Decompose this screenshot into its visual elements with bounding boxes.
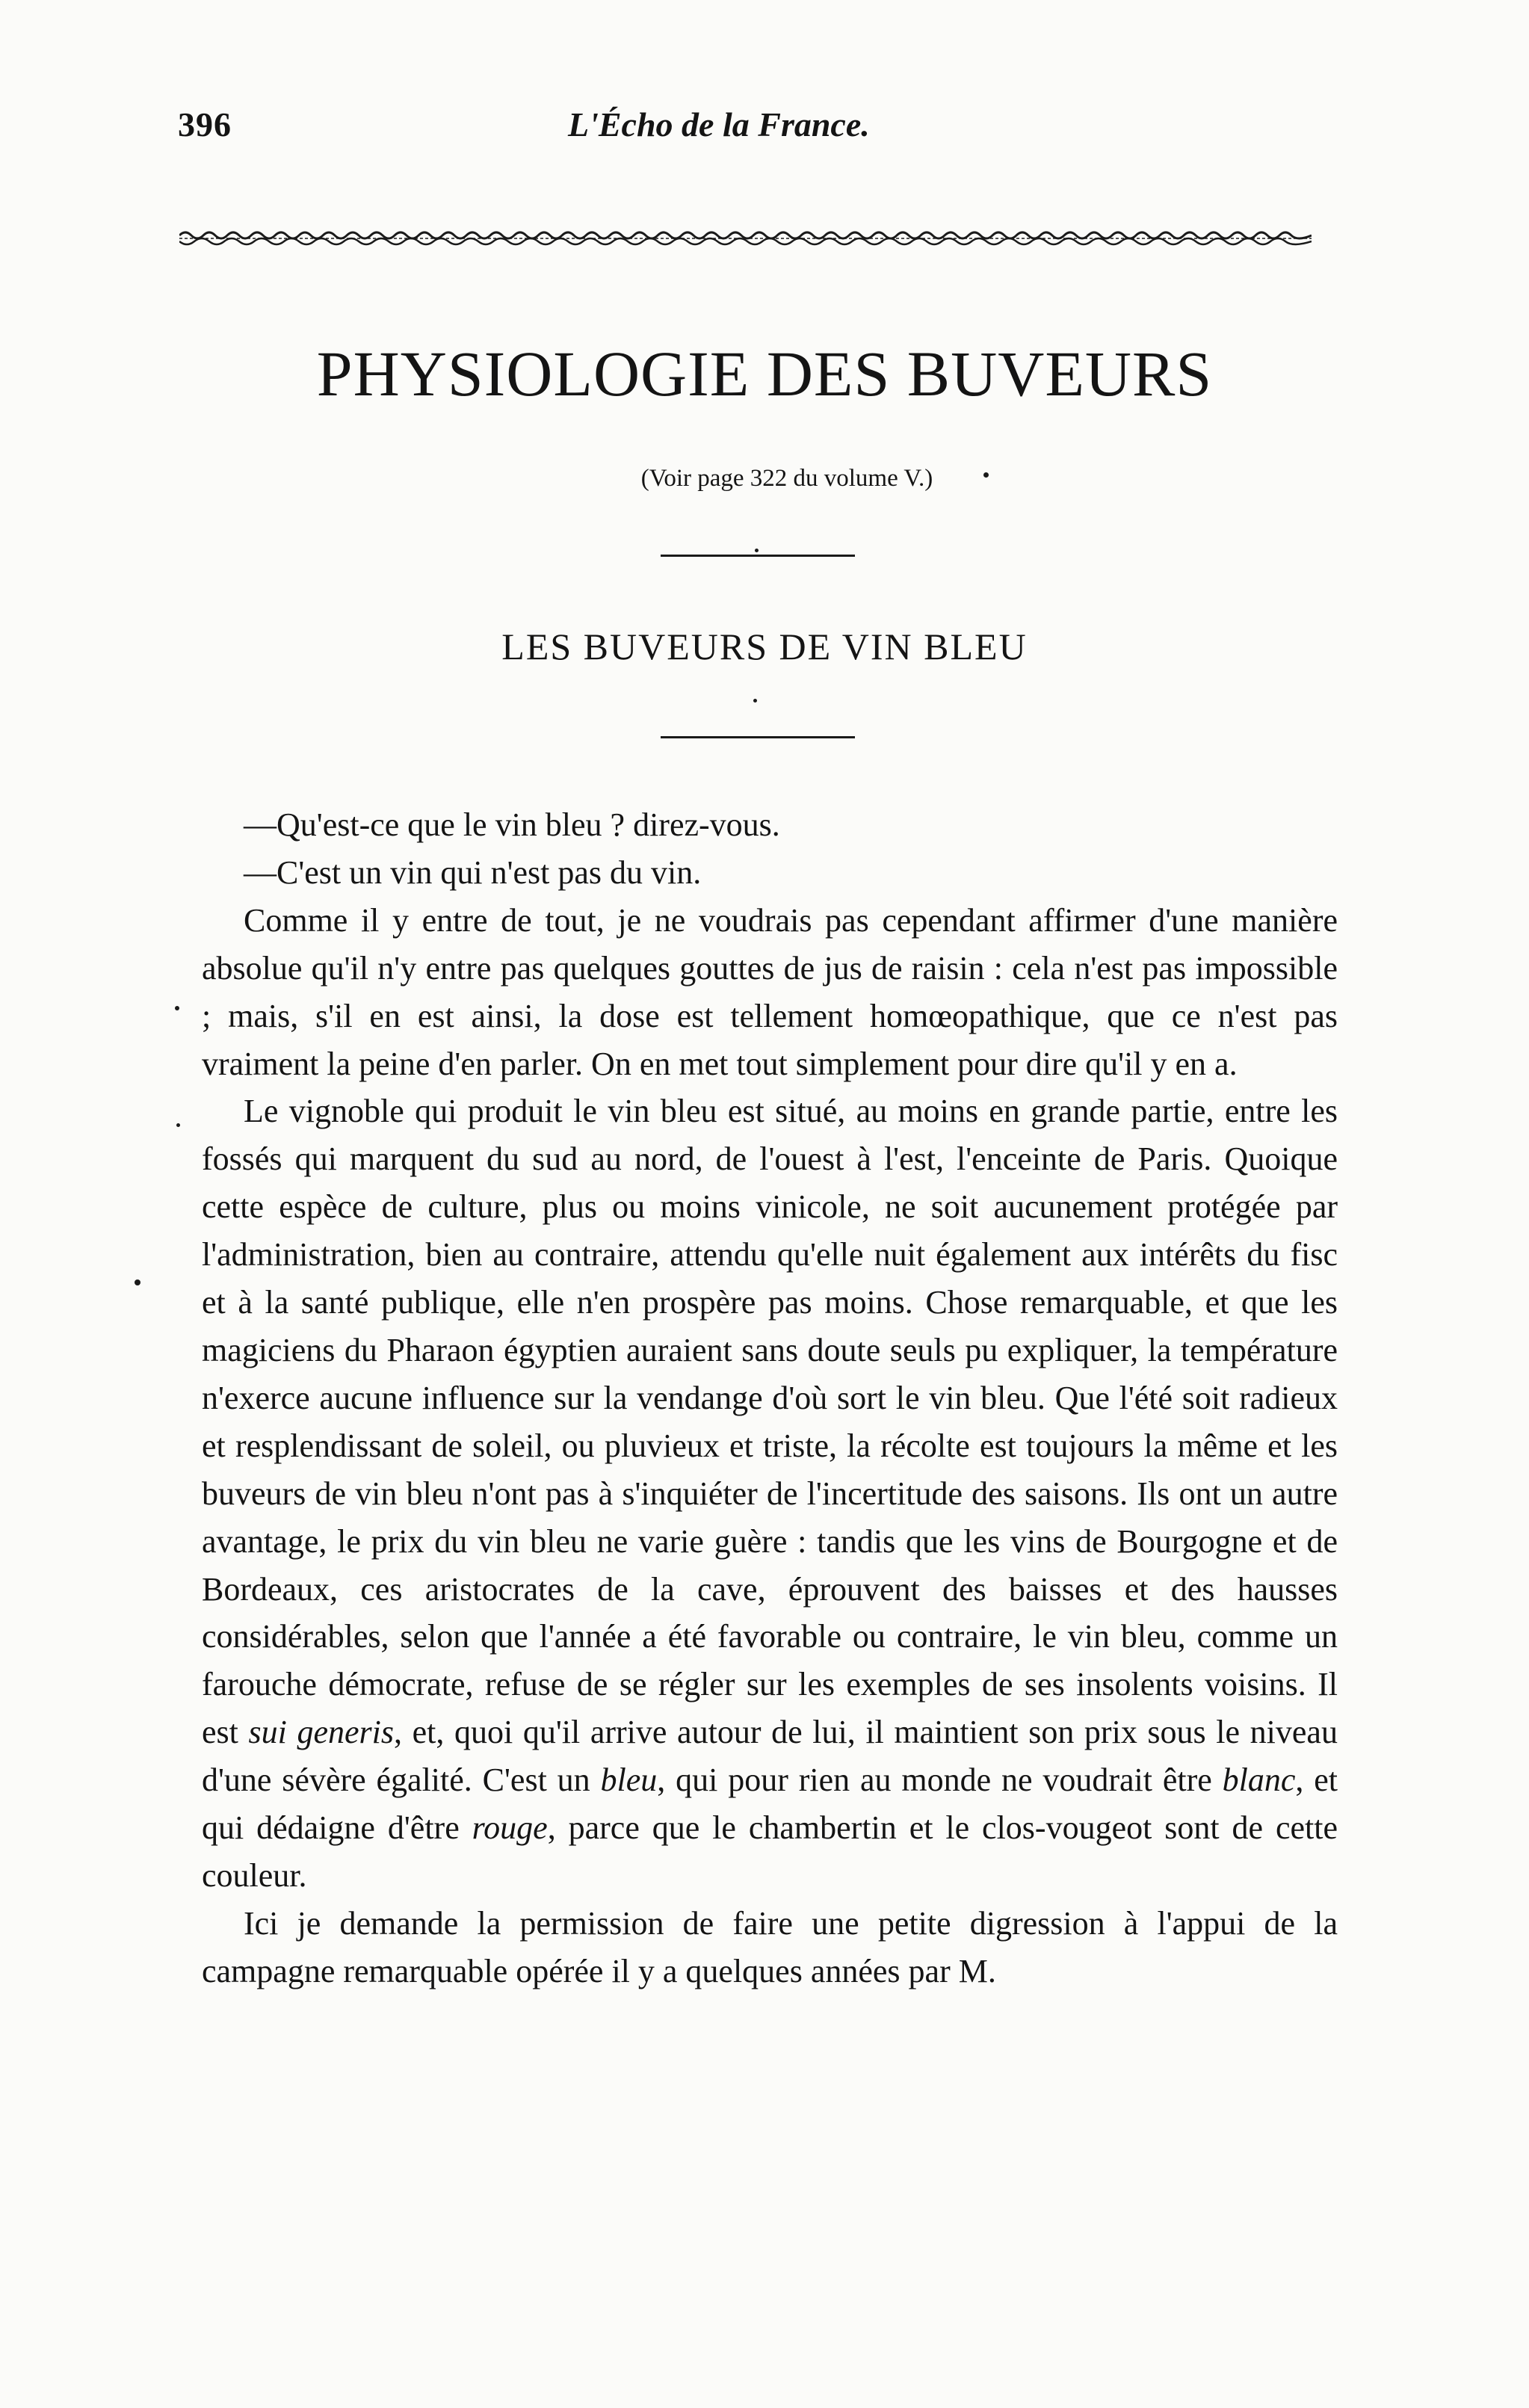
stray-mark [983, 472, 989, 478]
paragraph-text: Comme il y entre de tout, je ne voudrais pas cependant affirmer d'une manière absolue qu'il n'y entre pas quelques gouttes de jus de raisin : cela n'est pas impossible ; mais, s'il en est ainsi, la dose est tellement homœopathique, que ce n'est pas vraiment la peine d'en parler. On en met tout simplement pour dire qu'il y en a. [202, 901, 1338, 1082]
paragraph-text: , qui pour rien au monde ne voudrait être [657, 1762, 1223, 1799]
divider-rule [661, 736, 855, 738]
paragraph-text: , parce que le chambertin et le clos-vougeot sont de cette couleur. [202, 1809, 1338, 1894]
paragraph [202, 1900, 1338, 1995]
divider-rule [661, 555, 855, 557]
paragraph-text: —Qu'est-ce que le vin bleu ? direz-vous. [244, 806, 780, 843]
paragraph-text: —C'est un vin qui n'est pas du vin. [244, 853, 702, 891]
italic-text: blanc [1222, 1762, 1296, 1799]
paragraph-text: , et, quoi qu'il arrive autour de lui, il maintient son prix sous le niveau d'une sévère égalité. C'est un [202, 1714, 1338, 1799]
stray-mark [753, 699, 757, 703]
article-body [202, 801, 1338, 1995]
stray-mark [175, 1006, 179, 1010]
stray-mark [176, 1123, 180, 1127]
paragraph [202, 897, 1338, 1088]
italic-text: rouge [472, 1809, 548, 1847]
paragraph-text: Ici je demande la permission de faire une petite digression à l'appui de la campagne remarquable opérée il y a quelques années par M. [202, 1904, 1338, 1989]
running-title: L'Écho de la France. [568, 105, 870, 143]
section-title: LES BUVEURS DE VIN BLEU [501, 626, 1028, 667]
stray-mark [755, 549, 759, 552]
paragraph-text: Le vignoble qui produit le vin bleu est situé, au moins en grande partie, entre les fossés qui marquent du sud au nord, de l'ouest à l'est, l'enceinte de Paris. Quoique cette espèce de culture, plus ou moins vinicole, ne soit aucunement protégée par l'administration, bien au contraire, attendu qu'elle nuit également aux intérêts du fisc et à la santé publique, elle n'en prospère pas moins. Chose remarquable, et que les magiciens du Pharaon égyptien auraient sans doute seuls pu expliquer, la température n'exerce aucune influence sur la vendange d'où sort le vin bleu. Que l'été soit radieux et resplendissant de soleil, ou pluvieux et triste, la récolte est toujours la même et les buveurs de vin bleu n'ont pas à s'inquiéter de l'incertitude des saisons. Ils ont un autre avantage, le prix du vin bleu ne varie guère : tandis que les vins de Bourgogne et de Bordeaux, ces aristocrates de la cave, éprouvent des baisses et des hausses considérables, selon que l'année a été favorable ou contraire, le vin bleu, comme un farouche démocrate, refuse de se régler sur les exemples de ses insolents voisins. Il est [202, 1093, 1338, 1751]
italic-text: bleu [600, 1762, 658, 1799]
paragraph-text: , et qui dédaigne d'être [202, 1762, 1338, 1847]
stray-mark [135, 1279, 140, 1285]
article-title: PHYSIOLOGIE DES BUVEURS [316, 338, 1213, 410]
paragraph [202, 1087, 1338, 1899]
paragraph [202, 849, 1338, 897]
reference-note: (Voir page 322 du volume V.) [640, 465, 933, 492]
paragraph [202, 801, 1338, 849]
italic-text: sui generis [248, 1714, 394, 1751]
page-number: 396 [178, 105, 232, 143]
ornamental-rule [179, 228, 1312, 249]
